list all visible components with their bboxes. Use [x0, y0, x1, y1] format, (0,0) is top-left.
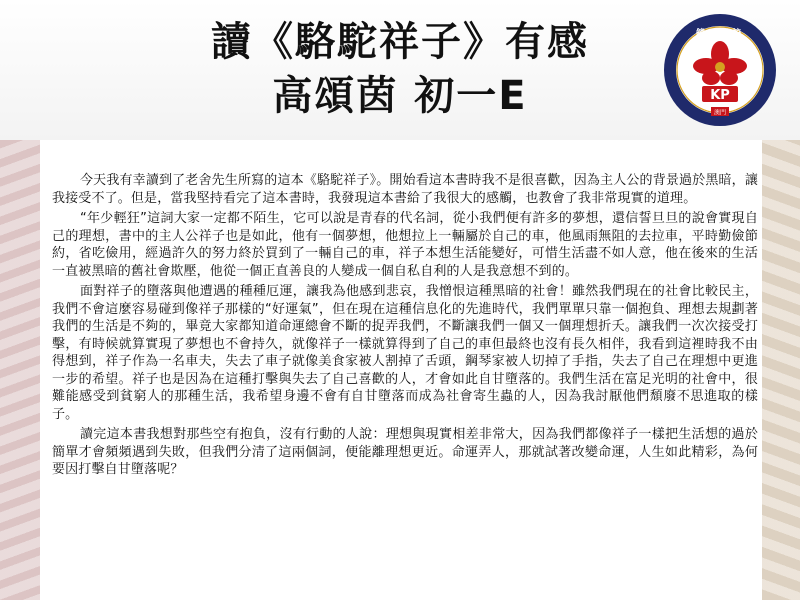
essay-paragraph-3: 面對祥子的墮落與他遭遇的種種厄運，讓我為他感到悲哀，我憎恨這種黑暗的社會！雖然我們現在的社會比較民主，我們不會這麼容易碰到像祥子那樣的“好運氣”，但在現在這種信息化的先進時代，我們單單只靠一個抱負、理想去規劃著我們的生活是不夠的，畢竟大家都知道命運總會不斷的捉弄我們，不斷讓我們一個又一個理想折夭。讓我們一次次接受打擊，有時候就算實現了夢想也不會持久，就像祥子一樣就算得到了自己的車但最終也沒有長久相伴，我看到這裡時我不由得想到，祥子作為一名車夫，失去了車子就像美食家被人割掉了舌頭，鋼琴家被人切掉了手指，失去了自己在理想中更進一步的希望。祥子也是因為在這種打擊與失去了自己喜歡的人，才會如此自甘墮落的。我們生活在富足光明的社會中，很難能感受到貧窮人的那種生活，我希望身邊不會有自甘墮落而成為社會寄生蟲的人，因為我討厭他們頹廢不思進取的樣子。 [52, 284, 758, 422]
essay-paragraph-2: “年少輕狂”這詞大家一定都不陌生，它可以說是青春的代名詞，從小我們便有許多的夢想，還信誓旦旦的說會實現自己的理想，書中的主人公祥子也是如此，他有一個夢想，他想拉上一輛屬於自己的車，他風雨無阻的去拉車，平時勤儉節約，省吃儉用，經過許久的努力終於買到了一輛自己的車，祥子本想生活能變好，可惜生活盡不如人意，他在後來的生活一直被黑暗的舊社會欺壓，他從一個正直善良的人變成一個自私自利的人是我意想不到的。 [52, 211, 758, 279]
essay-title: 讀《駱駝祥子》有感 [211, 19, 589, 65]
decorative-border-left [0, 140, 40, 600]
school-logo [664, 14, 776, 126]
logo-bottom-text: 澳門 [713, 109, 727, 117]
author-line: 高頌茵 初一E [272, 73, 528, 119]
logo-initials: KP [710, 88, 730, 103]
essay-paragraph-4: 讀完這本書我想對那些空有抱負，沒有行動的人說：理想與現實相差非常大，因為我們都像祥子一樣把生活想的過於簡單才會頻頻遇到失敗，但我們分清了這兩個詞，便能離理想更近。命運弄人，那就試著改變命運，人生如此精彩，為何要因打擊自甘墮落呢？ [52, 427, 758, 477]
essay-body [52, 172, 758, 482]
logo-top-text: 鏡平學校 [695, 29, 745, 39]
decorative-border-right [762, 140, 800, 600]
essay-paragraph-1: 今天我有幸讀到了老舍先生所寫的這本《駱駝祥子》。開始看這本書時我不是很喜歡，因為主人公的背景過於黑暗，讓我接受不了。但是，當我堅持看完了這本書時，我發現這本書給了我很大的感觸，也教會了我非常現實的道理。 [52, 173, 758, 206]
